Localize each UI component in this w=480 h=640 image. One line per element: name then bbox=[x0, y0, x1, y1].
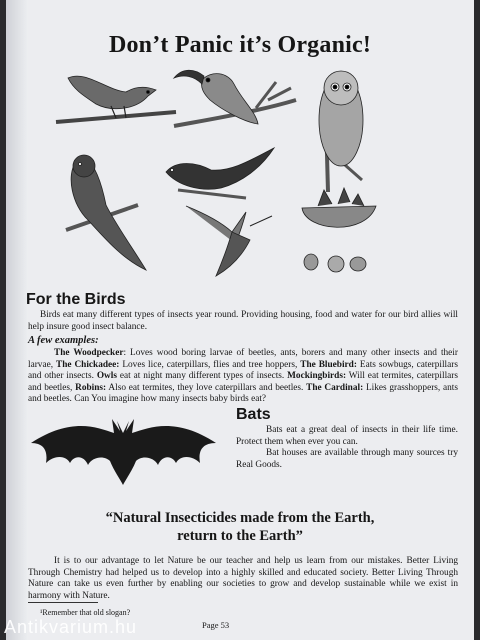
quote bbox=[6, 509, 474, 545]
example-text: Likes grasshoppers, ants and beetles. Can You imagine how many insects baby birds eat? bbox=[28, 382, 458, 405]
example-text: Also eat termites, they love caterpillars and beetles. bbox=[106, 382, 307, 393]
closing-paragraph: It is to our advantage to let Nature be our teacher and help us learn from our mistakes. Better Living Through Chemistry had helped us to develop into a highly skilled and educated society. Better Living Through Nature can take us even further by enabling our societies to grow and develop sustainable while we exist in harmony with Nature. bbox=[28, 556, 458, 601]
example-name: Owls bbox=[96, 371, 117, 382]
example-name: Robins: bbox=[75, 382, 107, 393]
bats-text-2: Bat houses are available through many sources try Real Goods. bbox=[236, 448, 458, 470]
birds-heading: For the Birds bbox=[26, 291, 126, 308]
toucan-illustration bbox=[174, 70, 296, 126]
example-name: Mockingbirds: bbox=[287, 371, 347, 382]
example-text: : Loves wood boring larvae of beetles, ants, borers and many other insects and their larvae, bbox=[28, 348, 458, 370]
quote-line-1: “Natural Insecticides made from the Earth, bbox=[105, 510, 375, 526]
bluebird-illustration bbox=[166, 148, 274, 198]
examples-heading: A few examples: bbox=[28, 335, 99, 346]
hummingbird-illustration bbox=[186, 206, 272, 276]
example-name: The Cardinal: bbox=[306, 382, 364, 393]
footnote-rule bbox=[28, 602, 98, 603]
birds-intro: Birds eat many different types of insects year round. Providing housing, food and water for our bird allies will help insure good insect balance. bbox=[28, 310, 458, 332]
page-title: Don’t Panic it’s Organic! bbox=[108, 32, 372, 58]
page-number: Page 53 bbox=[202, 620, 230, 630]
nest-illustration bbox=[302, 188, 376, 272]
bats-text-1: Bats eat a great deal of insects in their life time. Protect them when ever you can. bbox=[236, 425, 458, 447]
example-name: The Bluebird: bbox=[300, 359, 357, 370]
bat-illustration bbox=[26, 415, 221, 490]
example-text: Loves lice, caterpillars, flies and tree hoppers, bbox=[119, 359, 301, 370]
watermark: Antikvarium.hu bbox=[4, 617, 138, 637]
quote-line-2: return to the Earth” bbox=[177, 528, 303, 544]
example-text: Will eat termites, caterpillars and beetles, bbox=[28, 371, 458, 393]
parrot-illustration bbox=[66, 155, 146, 270]
bird-examples bbox=[28, 348, 458, 406]
bird-illustrations bbox=[6, 0, 474, 290]
example-name: The Chickadee: bbox=[56, 359, 120, 370]
footnote: ¹Remember that old slogan? bbox=[40, 608, 131, 617]
example-text: eat at night many different types of insects. bbox=[116, 371, 288, 382]
example-text: Eats sowbugs, caterpillars and other insects. bbox=[28, 359, 458, 382]
bats-heading: Bats bbox=[236, 406, 271, 423]
book-page bbox=[6, 0, 474, 640]
owl-illustration bbox=[319, 71, 363, 192]
example-name: The Woodpecker bbox=[54, 348, 124, 358]
wren-illustration bbox=[56, 76, 176, 122]
